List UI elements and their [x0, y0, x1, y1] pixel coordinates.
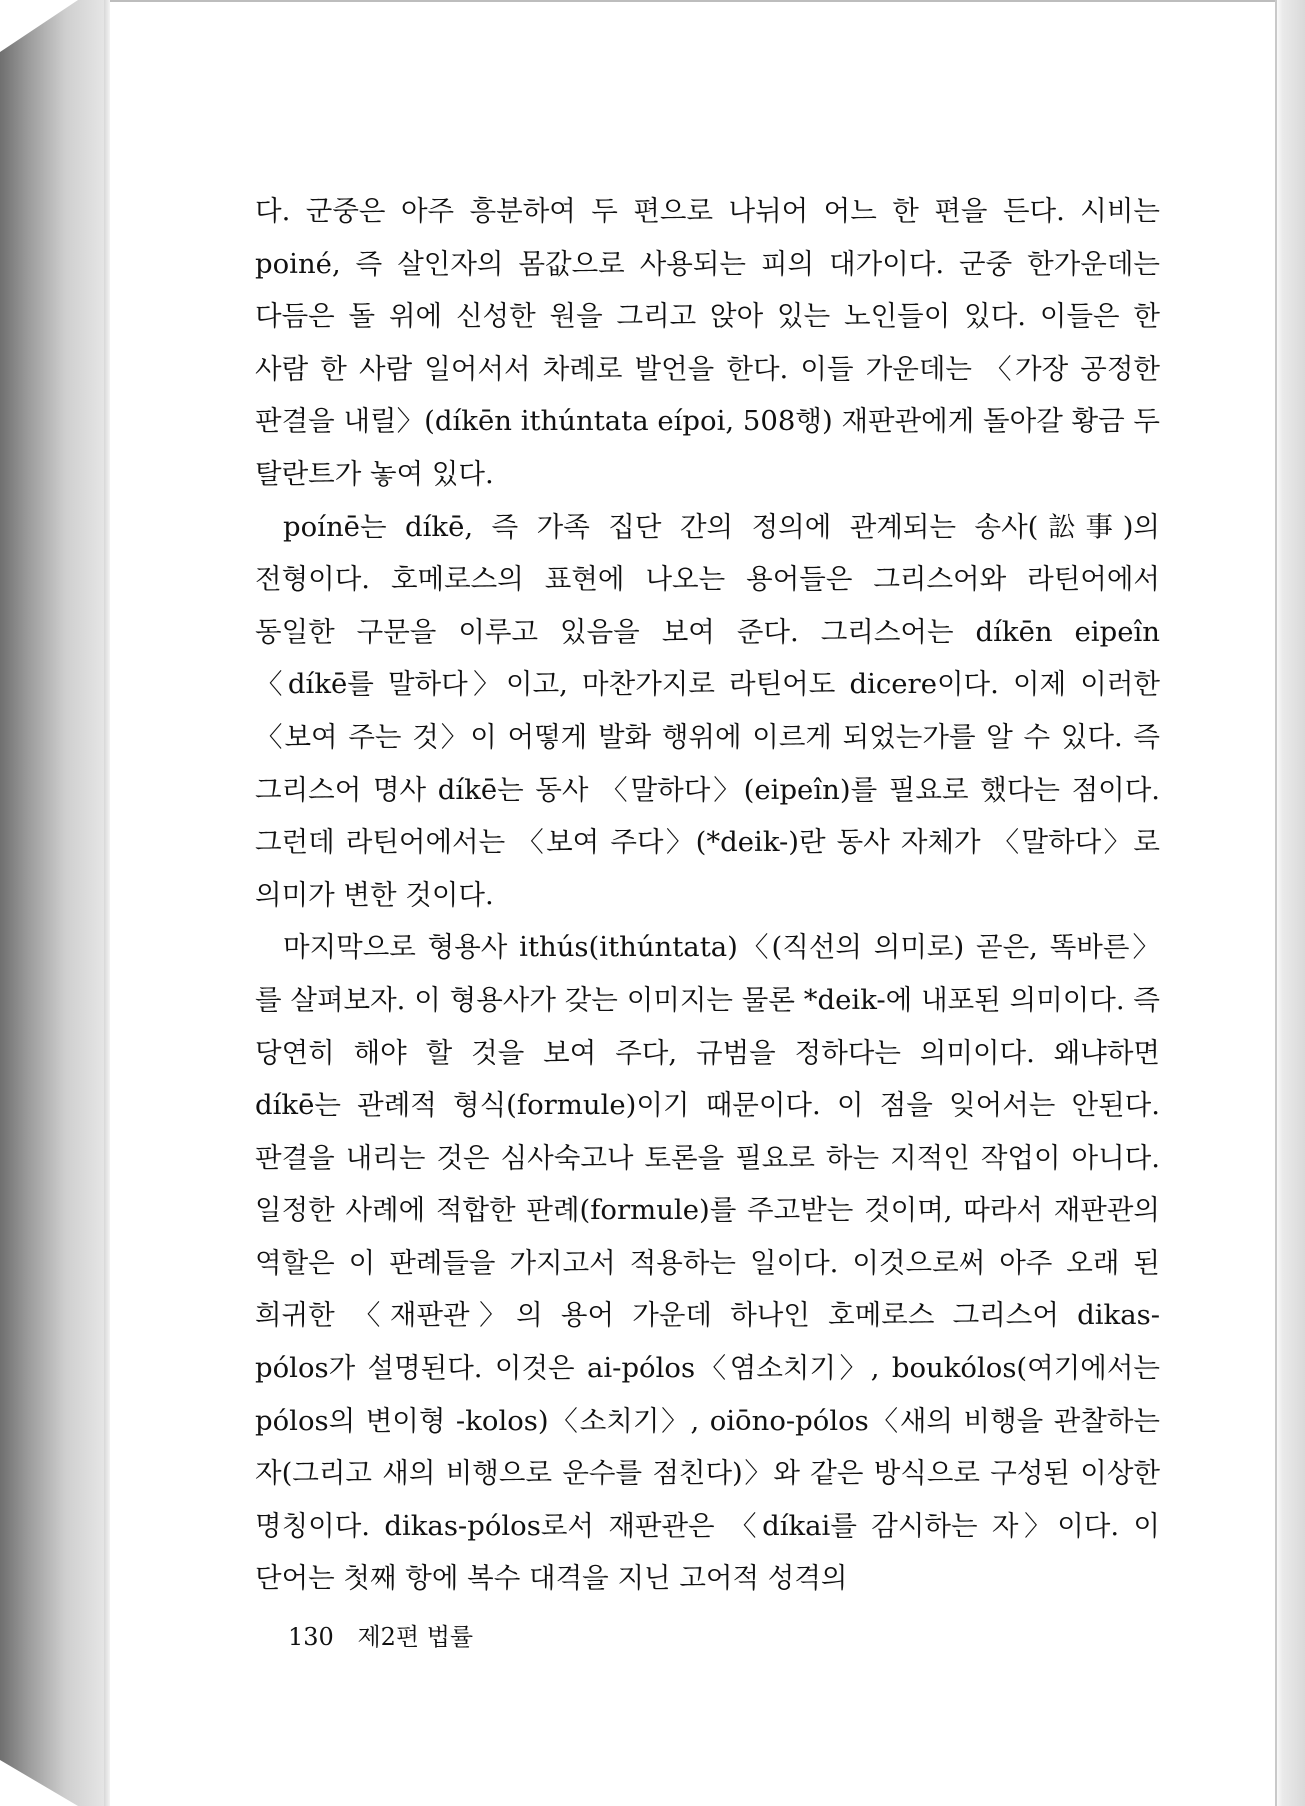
paragraph-3: 마지막으로 형용사 ithús(ithúntata)〈(직선의 의미로) 곧은, 똑바른〉를 살펴보자. 이 형용사가 갖는 이미지는 물론 *deik-에 내포된 의미이다. 즉 당연히 해야 할 것을 보여 주다, 규범을 정하다는 의미이다. 왜냐하면 díkē는 관례적 형식(formule)이기 때문이다. 이 점을 잊어서는 안된다. 판결을 내리는 것은 심사숙고나 토론을 필요로 하는 지적인 작업이 아니다. 일정한 사례에 적합한 판례(formule)를 주고받는 것이며, 따라서 재판관의 역할은 이 판례들을 가지고서 적용하는 일이다. 이것으로써 아주 오래 된 희귀한 〈재판관〉의 용어 가운데 하나인 호메로스 그리스어 dikas-pólos가 설명된다. 이것은 ai-pólos〈염소치기〉, boukólos(여기에서는 pólos의 변이형 -kolos)〈소치기〉, oiōno-pólos〈새의 비행을 관찰하는 자(그리고 새의 비행으로 운수를 점친다)〉와 같은 방식으로 구성된 이상한 명칭이다. dikas-pólos로서 재판관은 〈díkai를 감시하는 자〉이다. 이 단어는 첫째 항에 복수 대격을 지닌 고어적 성격의	[255, 931, 1160, 1595]
page-top-edge	[110, 0, 1305, 2]
page-number: 130	[288, 1623, 334, 1651]
book-page-stack-edge	[0, 0, 110, 1806]
running-section-title: 제2편 법률	[357, 1623, 474, 1651]
right-page-shadow	[1275, 0, 1305, 1806]
body-text	[255, 185, 1160, 1605]
page-footer	[288, 1622, 473, 1652]
right-page-edge	[1275, 0, 1277, 1806]
paragraph-1: 다. 군중은 아주 흥분하여 두 편으로 나뉘어 어느 한 편을 든다. 시비는 poiné, 즉 살인자의 몸값으로 사용되는 피의 대가이다. 군중 한가운데는 다듬은 돌 위에 신성한 원을 그리고 앉아 있는 노인들이 있다. 이들은 한 사람 한 사람 일어서서 차례로 발언을 한다. 이들 가운데는 〈가장 공정한 판결을 내릴〉(díkēn ithúntata eípoi, 508행) 재판관에게 돌아갈 황금 두 탈란트가 놓여 있다.	[255, 195, 1160, 490]
paragraph-2: poínē는 díkē, 즉 가족 집단 간의 정의에 관계되는 송사(訟事)의 전형이다. 호메로스의 표현에 나오는 용어들은 그리스어와 라틴어에서 동일한 구문을 이루고 있음을 보여 준다. 그리스어는 díkēn eipeîn〈díkē를 말하다〉이고, 마찬가지로 라틴어도 dicere이다. 이제 이러한 〈보여 주는 것〉이 어떻게 발화 행위에 이르게 되었는가를 알 수 있다. 즉 그리스어 명사 díkē는 동사 〈말하다〉(eipeîn)를 필요로 했다는 점이다. 그런데 라틴어에서는 〈보여 주다〉(*deik-)란 동사 자체가 〈말하다〉로 의미가 변한 것이다.	[255, 510, 1160, 911]
